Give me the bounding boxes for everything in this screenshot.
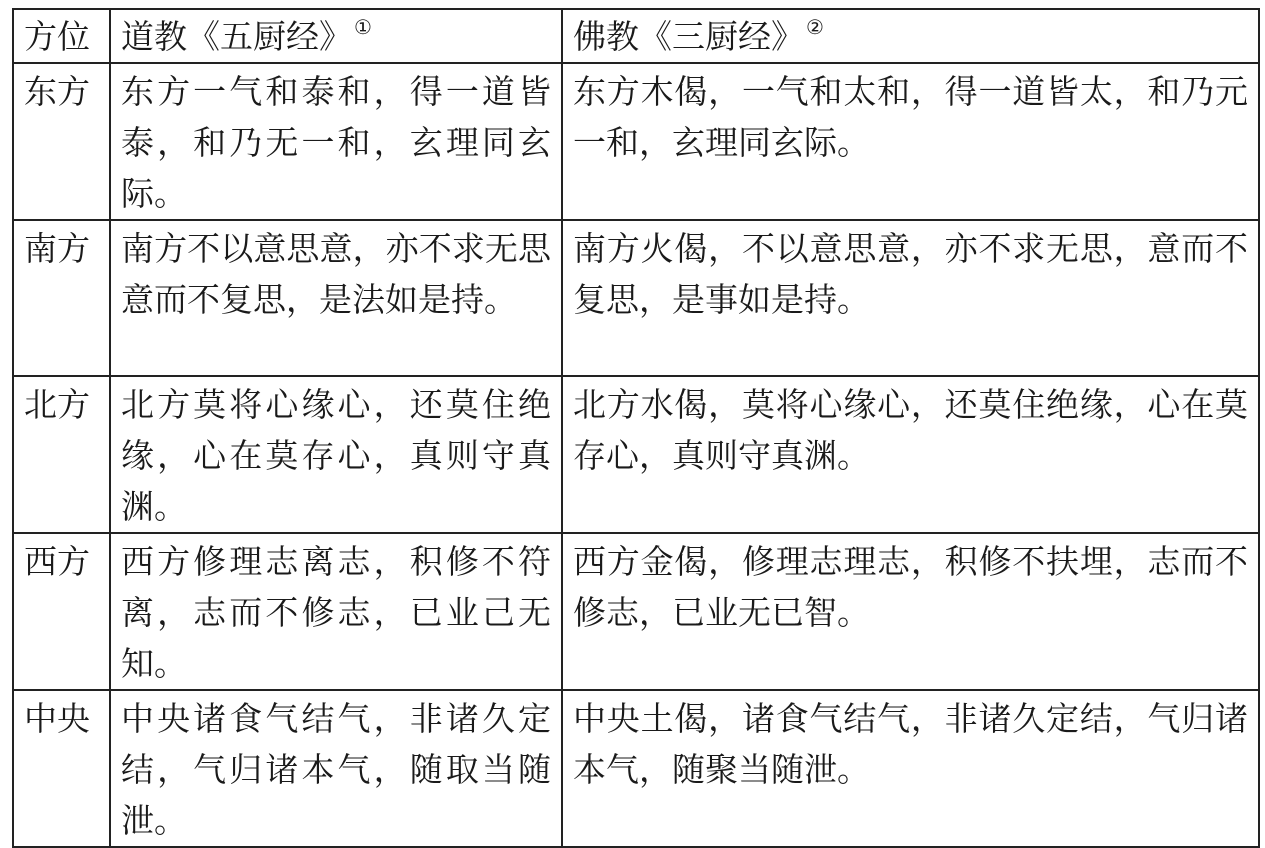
table-row bbox=[13, 690, 1259, 847]
footnote-marker-2[interactable]: ② bbox=[806, 15, 824, 39]
direction-cell: 西方 bbox=[13, 533, 110, 690]
table-header-row bbox=[13, 9, 1259, 63]
header-daoist-label: 道教《五厨经》 bbox=[121, 17, 352, 56]
table-row bbox=[13, 376, 1259, 533]
daoist-verse-cell: 南方不以意思意，亦不求无思意而不复思，是法如是持。 bbox=[110, 220, 562, 376]
footnote-marker-1[interactable]: ① bbox=[354, 15, 372, 39]
buddhist-verse-cell: 北方水偈，莫将心缘心，还莫住绝缘，心在莫存心，真则守真渊。 bbox=[562, 376, 1259, 533]
header-direction bbox=[13, 9, 110, 63]
buddhist-verse-cell: 西方金偈，修理志理志，积修不扶埋，志而不修志，已业无已智。 bbox=[562, 533, 1259, 690]
buddhist-verse-cell: 中央土偈，诸食气结气，非诸久定结，气归诸本气，随聚当随泄。 bbox=[562, 690, 1259, 847]
direction-cell: 东方 bbox=[13, 63, 110, 220]
direction-cell: 南方 bbox=[13, 220, 110, 376]
direction-cell: 北方 bbox=[13, 376, 110, 533]
daoist-verse-cell: 东方一气和泰和，得一道皆泰，和乃无一和，玄理同玄际。 bbox=[110, 63, 562, 220]
table-row bbox=[13, 533, 1259, 690]
daoist-verse-cell: 西方修理志离志，积修不符离，志而不修志，已业己无知。 bbox=[110, 533, 562, 690]
daoist-verse-cell: 北方莫将心缘心，还莫住绝缘，心在莫存心，真则守真渊。 bbox=[110, 376, 562, 533]
scripture-comparison-table bbox=[12, 8, 1260, 848]
daoist-verse-cell: 中央诸食气结气，非诸久定结，气归诸本气，随取当随泄。 bbox=[110, 690, 562, 847]
header-direction-label: 方位 bbox=[24, 17, 90, 56]
buddhist-verse-cell: 南方火偈，不以意思意，亦不求无思，意而不复思，是事如是持。 bbox=[562, 220, 1259, 376]
buddhist-verse-cell: 东方木偈，一气和太和，得一道皆太，和乃元一和，玄理同玄际。 bbox=[562, 63, 1259, 220]
header-buddhist-scripture bbox=[562, 9, 1259, 63]
direction-cell: 中央 bbox=[13, 690, 110, 847]
header-daoist-scripture bbox=[110, 9, 562, 63]
header-buddhist-label: 佛教《三厨经》 bbox=[573, 17, 804, 56]
table-row bbox=[13, 63, 1259, 220]
table-row bbox=[13, 220, 1259, 376]
